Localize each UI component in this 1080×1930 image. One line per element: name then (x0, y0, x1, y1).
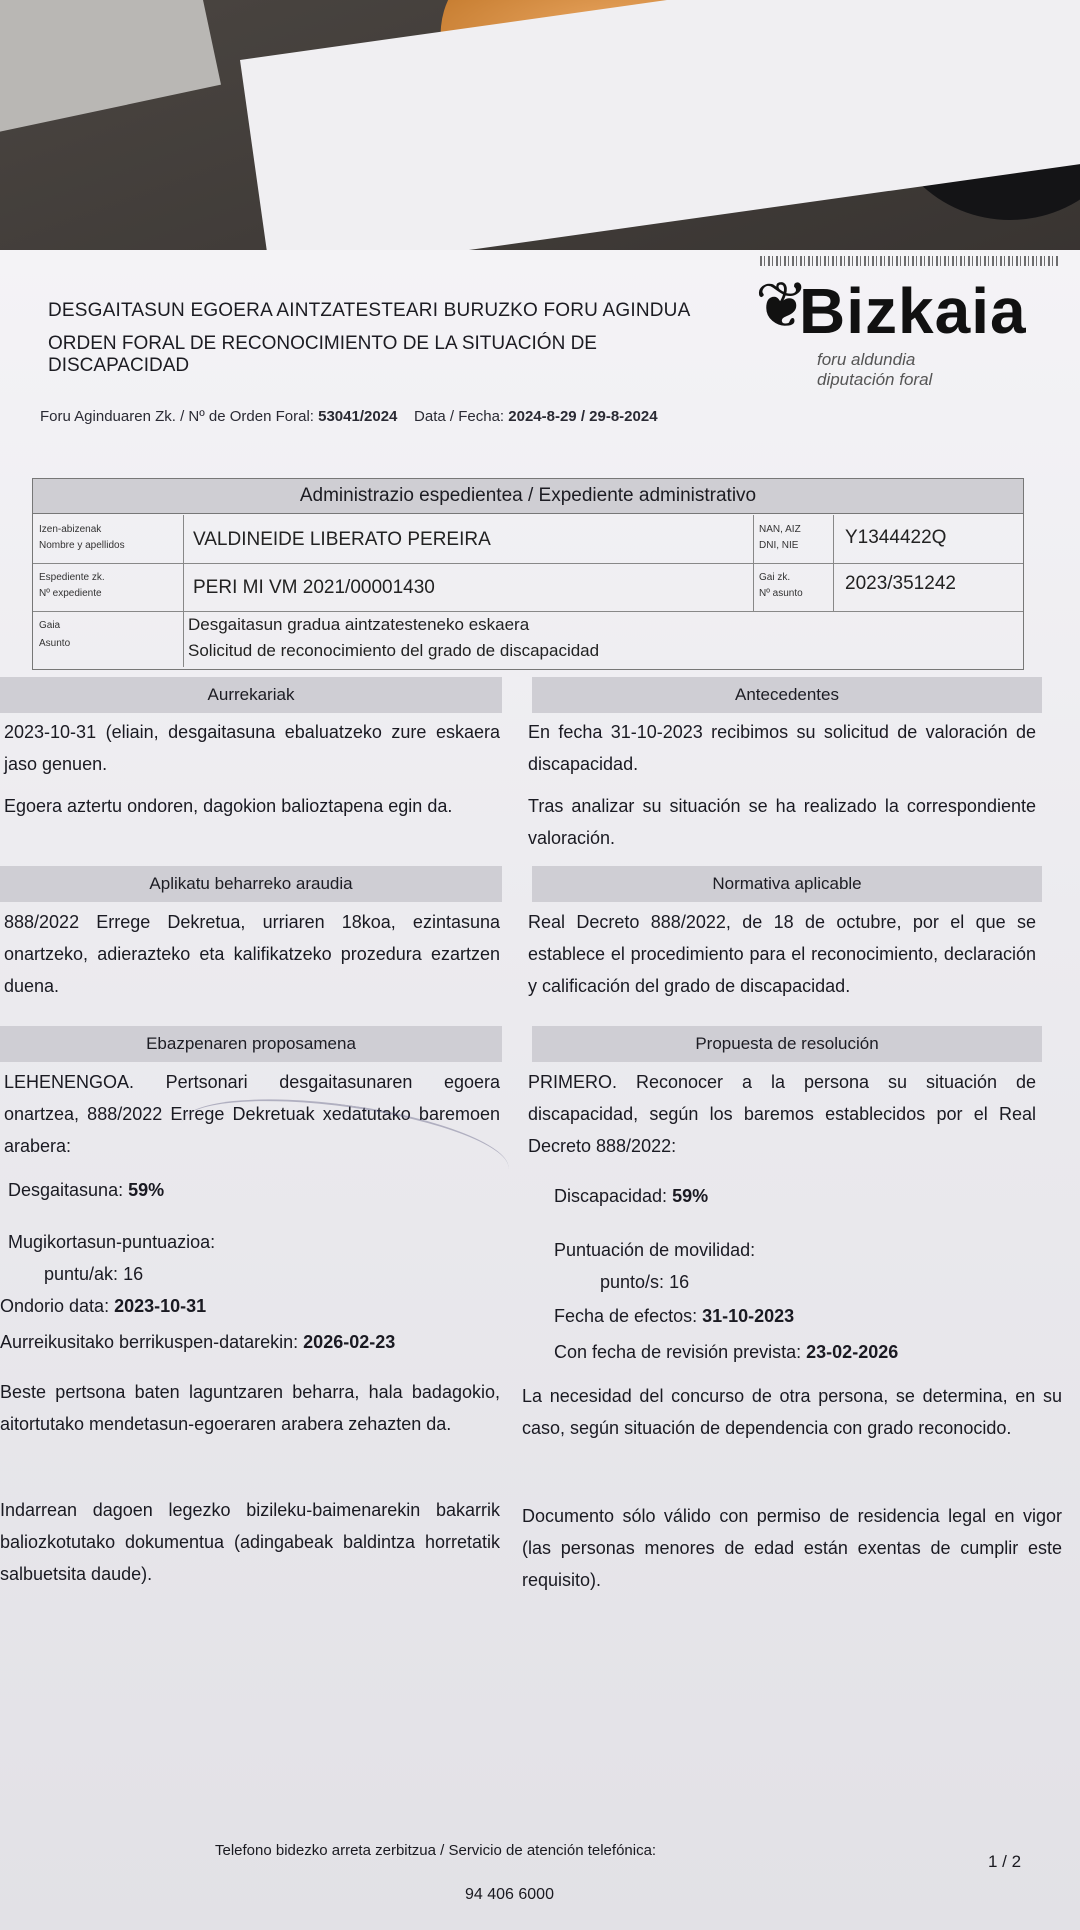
asunto-no-value: 2023/351242 (845, 573, 956, 594)
subject-es: Solicitud de reconocimiento del grado de discapacidad (188, 641, 600, 660)
section-antecedentes: Antecedentes (532, 677, 1042, 713)
efectos-value: 31-10-2023 (702, 1306, 795, 1326)
mugikortasun-label: Mugikortasun-puntuazioa: (8, 1232, 216, 1252)
page-number: 1 / 2 (988, 1852, 1022, 1871)
note-es-residence: Documento sólo válido con permiso de residencia legal en vigor (las personas menores de edad están exentas de cumplir este requisito). (522, 1506, 1062, 1590)
efectos-line (554, 1306, 794, 1327)
exp-label-eu: Espediente zk. (39, 572, 105, 583)
order-label: Foru Aginduaren Zk. / Nº de Orden Foral: (40, 408, 314, 425)
desgaitasuna-label: Desgaitasuna: (8, 1180, 124, 1200)
desgaitasuna-value: 59% (128, 1180, 165, 1200)
table-heading: Administrazio espedientea / Expediente administrativo (33, 479, 1023, 514)
footer-phone: 94 406 6000 (465, 1886, 554, 1903)
exp-label-es: Nº expediente (39, 588, 102, 599)
title-basque: DESGAITASUN EGOERA AINTZATESTEARI BURUZKO FORU AGINDUA (48, 300, 691, 321)
desgaitasuna-line (8, 1180, 164, 1201)
discapacidad-label: Discapacidad: (554, 1186, 668, 1206)
name-label-eu: Izen-abizenak (39, 524, 102, 535)
antecedentes-paragraph-1: En fecha 31-10-2023 recibimos su solicitud de valoración de discapacidad. (528, 722, 1036, 774)
berrikuspen-line (0, 1332, 395, 1353)
subject-label-eu: Gaia (39, 620, 61, 631)
order-line (40, 408, 658, 425)
bizkaia-logo (755, 270, 1045, 390)
ondorio-line (0, 1296, 206, 1317)
leaf-icon: ❦ (755, 269, 809, 341)
date-value: 2024-8-29 / 29-8-2024 (508, 408, 658, 425)
date-label: Data / Fecha: (414, 408, 505, 425)
ondorio-label: Ondorio data: (0, 1296, 110, 1316)
name-label-es: Nombre y apellidos (39, 540, 125, 551)
puntos-line (600, 1272, 689, 1293)
discapacidad-line (554, 1186, 708, 1207)
section-proposamena: Ebazpenaren proposamena (0, 1026, 502, 1062)
asunto-no-label-es: Nº asunto (759, 588, 803, 599)
expediente-table (32, 478, 1024, 670)
id-label-es: DNI, NIE (759, 540, 799, 551)
note-es-dependency: La necesidad del concurso de otra persona, se determina, en su caso, según situación de dependencia con grado reconocido. (522, 1386, 1062, 1438)
section-aurrekariak: Aurrekariak (0, 677, 502, 713)
order-number: 53041/2024 (318, 408, 398, 425)
table-divider (833, 515, 834, 611)
puntuak-label: puntu/ak: (44, 1264, 119, 1284)
table-row-name (33, 515, 1023, 564)
proposamena-paragraph: LEHENENGOA. Pertsonari desgaitasunaren egoera onartzea, 888/2022 Errege Dekretuak xedatutako baremoen arabera: (4, 1072, 500, 1156)
puntuak-line (44, 1264, 143, 1285)
logo-subtitle-eu: foru aldundia (817, 350, 916, 369)
puntos-label: punto/s: (600, 1272, 665, 1292)
propuesta-paragraph: PRIMERO. Reconocer a la persona su situación de discapacidad, según los baremos establecidos por el Real Decreto 888/2022: (528, 1072, 1036, 1156)
berrikuspen-value: 2026-02-23 (303, 1332, 396, 1352)
revision-label: Con fecha de revisión prevista: (554, 1342, 802, 1362)
efectos-label: Fecha de efectos: (554, 1306, 698, 1326)
normativa-paragraph: Real Decreto 888/2022, de 18 de octubre, por el que se establece el procedimiento para el reconocimiento, declaración y calificación del grado de discapacidad. (528, 912, 1036, 996)
revision-value: 23-02-2026 (806, 1342, 899, 1362)
logo-subtitle-es: diputación foral (817, 370, 933, 389)
discapacidad-value: 59% (672, 1186, 709, 1206)
berrikuspen-label: Aurreikusitako berrikuspen-datarekin: (0, 1332, 299, 1352)
title-spanish: ORDEN FORAL DE RECONOCIMIENTO DE LA SITUACIÓN DE DISCAPACIDAD (48, 333, 597, 376)
subject-label-es: Asunto (39, 638, 71, 649)
aurrekariak-paragraph-2: Egoera aztertu ondoren, dagokion balioztapena egin da. (4, 796, 453, 816)
ondorio-value: 2023-10-31 (114, 1296, 207, 1316)
section-araudia: Aplikatu beharreko araudia (0, 866, 502, 902)
barcode (760, 256, 1060, 266)
asunto-no-label-eu: Gai zk. (759, 572, 791, 583)
section-propuesta: Propuesta de resolución (532, 1026, 1042, 1062)
aurrekariak-paragraph-1: 2023-10-31 (eliain, desgaitasuna ebaluatzeko zure eskaera jaso genuen. (4, 722, 500, 774)
id-value: Y1344422Q (845, 527, 947, 548)
subject-eu: Desgaitasun gradua aintzatesteneko eskaera (188, 615, 530, 634)
puntuak-value: 16 (123, 1264, 144, 1284)
araudia-paragraph: 888/2022 Errege Dekretua, urriaren 18koa, ezintasuna onartzeko, adierazteko eta kalifikatzeko prozedura ezartzen duena. (4, 912, 500, 996)
revision-line (554, 1342, 898, 1363)
note-eu-residence: Indarrean dagoen legezko bizileku-baimenarekin bakarrik baliozkotutako dokumentua (adingabeak baldintza horretatik salbuetsita daude). (0, 1500, 500, 1584)
id-label-eu: NAN, AIZ (759, 524, 801, 535)
footer-service: Telefono bidezko arreta zerbitzua / Servicio de atención telefónica: (215, 1842, 657, 1859)
table-row-subject (33, 611, 1023, 667)
logo-word: Bizkaia (799, 275, 1027, 347)
note-eu-dependency: Beste pertsona baten laguntzaren beharra, hala badagokio, aitortutako mendetasun-egoeraren arabera zehazten da. (0, 1382, 500, 1434)
name-value: VALDINEIDE LIBERATO PEREIRA (193, 529, 491, 550)
movilidad-label: Puntuación de movilidad: (554, 1240, 756, 1260)
table-divider (183, 515, 184, 667)
section-normativa: Normativa aplicable (532, 866, 1042, 902)
table-divider (753, 515, 754, 611)
exp-value: PERI MI VM 2021/00001430 (193, 577, 435, 598)
table-row-expediente (33, 563, 1023, 612)
antecedentes-paragraph-2: Tras analizar su situación se ha realizado la correspondiente valoración. (528, 796, 1036, 848)
puntos-value: 16 (669, 1272, 690, 1292)
